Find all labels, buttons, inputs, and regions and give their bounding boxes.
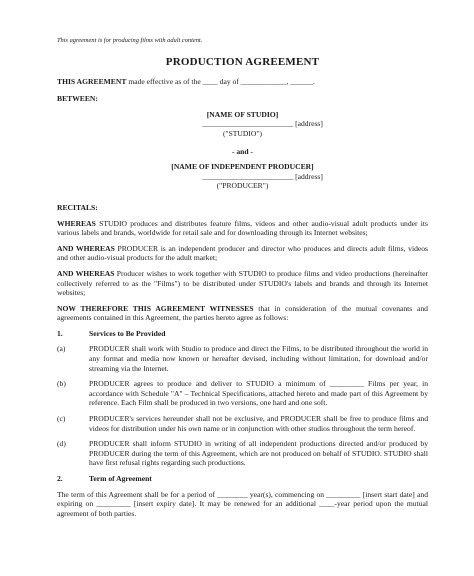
clause-c-label: (c): [57, 414, 66, 424]
studio-name: [NAME OF STUDIO]: [206, 109, 279, 119]
document-title: PRODUCTION AGREEMENT: [165, 55, 320, 68]
between-label: BETWEEN:: [57, 94, 98, 104]
producer-address: ________________________ [address]: [202, 171, 323, 181]
recital-2-text: PRODUCER is an independent producer and director who produces and directs adult films, videos and other audio-visual products for the adult market;: [57, 243, 428, 263]
effective-lead: THIS AGREEMENT: [57, 76, 127, 86]
witnesses-lead: NOW THEREFORE THIS AGREEMENT WITNESSES: [57, 303, 254, 313]
clause-d-text: PRODUCER shall inform STUDIO in writing of all independent productions directed and/or produced by PRODUCER during the term of this Agreement, which are not produced on behalf of STUDIO. STUDIO shall have first refusal rights regarding such productions.: [89, 439, 428, 468]
producer-name: [NAME OF INDEPENDENT PRODUCER]: [171, 162, 314, 172]
recital-2: [57, 244, 428, 263]
producer-role: ("PRODUCER"): [216, 181, 269, 191]
clause-c-text: PRODUCER's services hereunder shall not be exclusive, and PRODUCER shall be free to produce films and videos for distribution under his own name or in conjunction with other studios throughout the term hereof.: [89, 414, 428, 433]
recital-1: [57, 219, 428, 238]
recital-1-text: STUDIO produces and distributes feature films, videos and other audio-visual adult products under its various labels and brands, worldwide for retail sale and for downloading through its Internet websites;: [57, 218, 428, 238]
section-2-heading: [57, 474, 428, 484]
clause-b-label: (b): [57, 379, 66, 389]
studio-address: ________________________ [address]: [202, 119, 323, 129]
section-2-number: 2.: [57, 474, 63, 483]
studio-role: ("STUDIO"): [222, 128, 263, 138]
content-note: This agreement is for producing films with adult content.: [57, 37, 203, 44]
clause-d: [57, 439, 428, 468]
section-1-number: 1.: [57, 328, 63, 338]
recital-3-text: Producer wishes to work together with STUDIO to produce films and video productions (hereinafter collectively referred to as the "Films") to be distributed under STUDIO's labels and brands and through its Internet websites;: [57, 268, 428, 298]
clause-b-text: PRODUCER agrees to produce and deliver to STUDIO a minimum of _________ Films per year, in accordance with Schedule "A" – Technical Specifications, attached hereto and made part of this Agreement by reference. Each Film shall be produced in two versions, one hard and one soft.: [89, 379, 428, 408]
clause-a-text: PRODUCER shall work with Studio to produce and direct the Films, to be distributed throughout the world in any format and media now known or hereafter devised, including without limitation, for download and/or streaming via the Internet.: [89, 344, 428, 373]
recital-1-lead: WHEREAS: [57, 218, 96, 228]
clause-b: [57, 379, 428, 408]
clause-a: [57, 344, 428, 373]
section-1-heading: [57, 329, 428, 339]
recitals-heading: RECITALS:: [57, 202, 98, 212]
effective-rest: made effective as of the ____ day of ____________, ______.: [126, 76, 315, 86]
recital-3: [57, 269, 428, 298]
recital-3-lead: AND WHEREAS: [57, 268, 115, 278]
clause-a-label: (a): [57, 344, 66, 354]
recital-2-lead: AND WHEREAS: [57, 243, 115, 253]
and-separator: - and -: [231, 146, 254, 156]
term-paragraph: The term of this Agreement shall be for a period of ________ year(s), commencing on _________ [insert start date] and expiring on _________ [insert expiry date]. It may be renewed for an additional ____-year period upon the mutual agreement of both parties.: [57, 489, 428, 518]
section-2-title: Term of Agreement: [89, 474, 152, 483]
witnesses-clause: [57, 304, 428, 323]
clause-c: [57, 414, 428, 433]
witnesses-text: that in consideration of the mutual covenants and agreements contained in this Agreement, the parties hereto agree as follows:: [57, 303, 428, 323]
section-1-title: Services to Be Provided: [89, 328, 166, 338]
clause-d-label: (d): [57, 439, 66, 449]
effective-line: [57, 77, 428, 87]
